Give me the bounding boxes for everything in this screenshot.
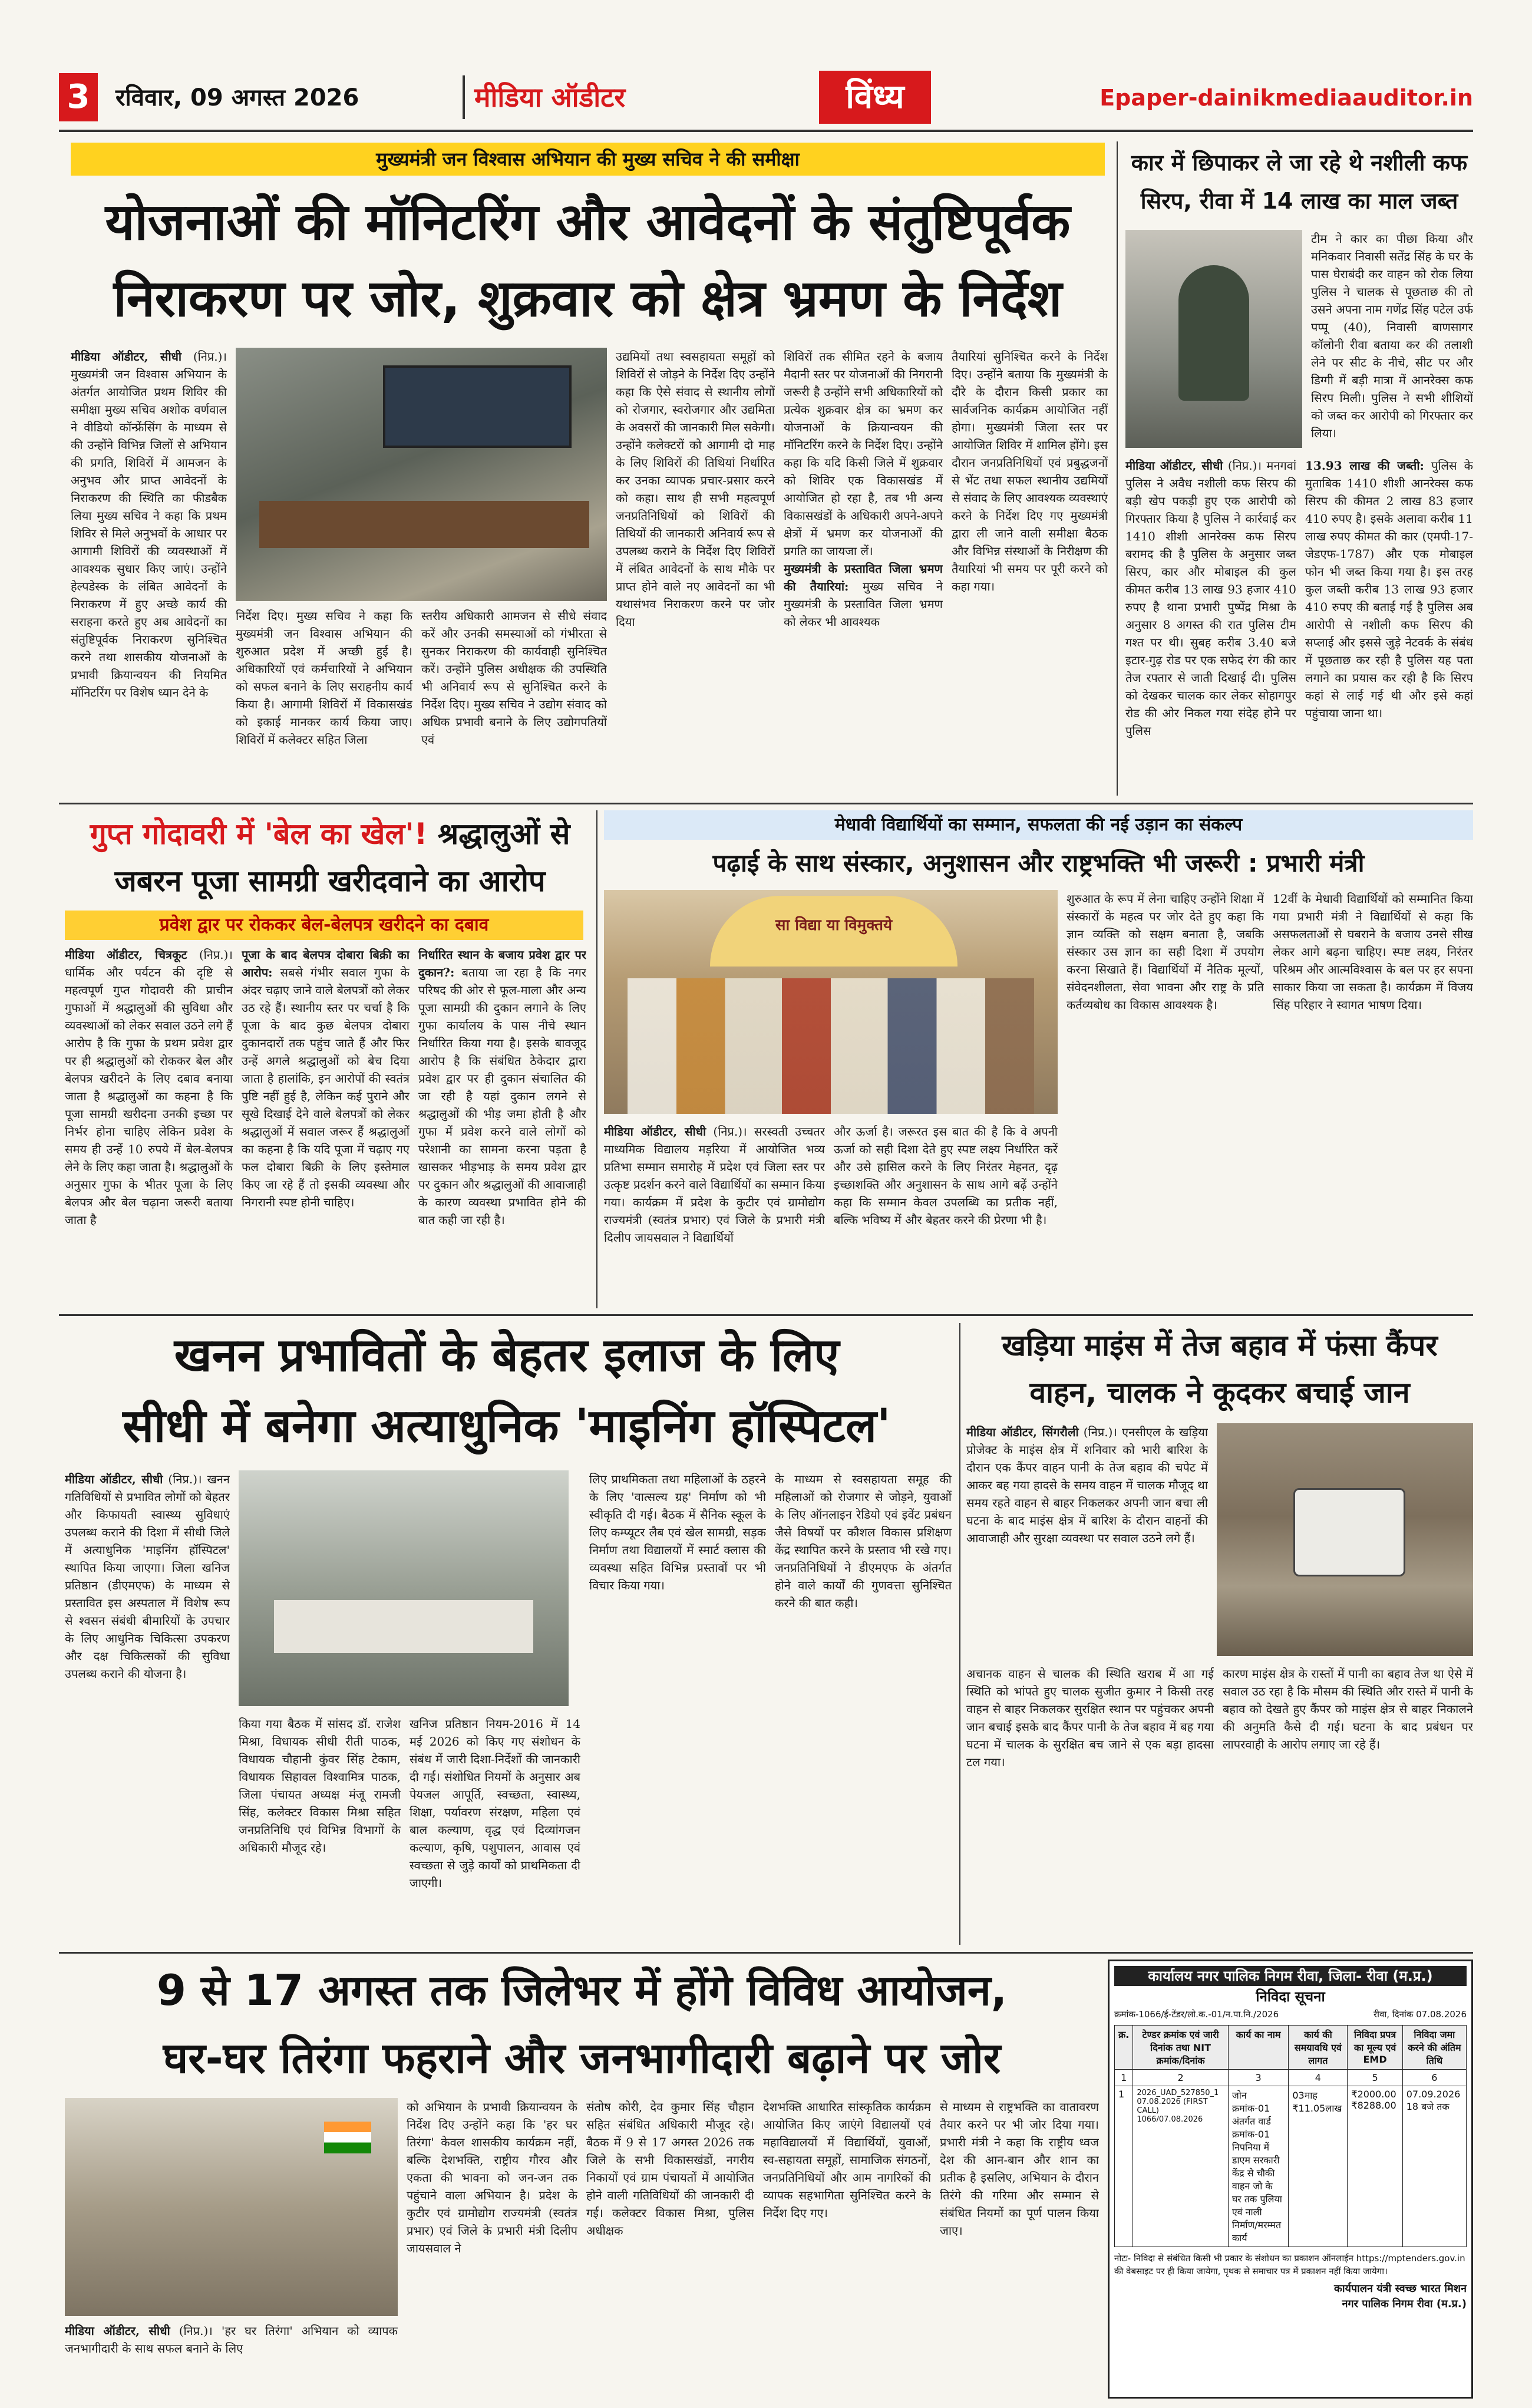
story2-intro: टीम ने कार का पीछा किया और मनिकवार निवासी सतेंद्र सिंह के घर के पास घेराबंदी कर वाहन को रोक लिया पुलिस ने चालक से पूछताछ की तो उसने अपना नाम गणेंद्र सिंह पटेल उर्फ पप्पू (40), निवासी बाणसागर कॉलोनी रीवा बताया कर की तलाशी लेने पर सीट के नीचे, सीट पर और डिग्गी में बड़ी मात्रा में आनरेक्स कफ सिरप मिली। पुलिस ने सभी शीशियों को जब्त कर आरोपी को गिरफ्तार कर लिया। [1311,232,1473,440]
story6-col1: अचानक वाहन से चालक की स्थिति खराब में आ गई स्थिति को भांपते हुए चालक सुजीत कुमार ने किसी तरह वाहन से बाहर निकलकर सुरक्षित स्थान पर पहुंचकर अपनी जान बचाई इसके बाद कैंपर पानी के तेज बहाव में बह गया घटना में चालक के सुरक्षित बच जाने से एक बड़ा हादसा टल गया। [966,1667,1214,1769]
masthead [59,71,1532,124]
story6-headline-line1: खड़िया माइंस में तेज बहाव में फंसा कैंपर [1002,1328,1438,1363]
meeting-table [274,1600,533,1653]
story4-col4: 12वीं के मेधावी विद्यार्थियों को सम्मानित किया गया प्रभारी मंत्री ने विद्यार्थियों से कहा कि असफलताओं से घबराने के बजाय उनसे सीख लेकर आगे बढ़ना चाहिए। स्पष्ट लक्ष्य, निरंतर परिश्रम और आत्मविश्वास के बल पर हर सपना साकार किया जा सकता है। कार्यक्रम में विजय सिंह परिहार ने स्वागत भाषण दिया। [1273,892,1473,1012]
story3-col2 [242,946,410,1308]
story3-col3 [418,946,586,1308]
story3-headline-line2: जबरन पूजा सामग्री खरीदवाने का आरोप [114,864,546,898]
story7-body-text: (निप्र.)। 'हर घर तिरंगा' अभियान को व्यापक जनभागीदारी के साथ सफल बनाने के लिए [65,2324,398,2356]
story1-headline-line1: योजनाओं की मॉनिटरिंग और आवेदनों के संतुष्टिपूर्वक [105,193,1071,252]
story5-photo-meeting [239,1470,569,1706]
masthead-divider [463,75,465,119]
story5-caption: किया गया बैठक में सांसद डॉ. राजेश मिश्रा, विधायक सीधी रीती पाठक, विधायक चौहानी कुंवर सिंह टेकाम, विधायक सिहावल विश्वामित्र पाठक, जिला पंचायत अध्यक्ष मंजू रामजी सिंह, कलेक्टर विकास मिश्रा सहित जनप्रतिनिधि एवं विभिन्न विभागों के अधिकारी मौजूद रहे। [239,1717,401,1855]
issue-date: रविवार, 09 अगस्त 2026 [115,84,359,111]
tender-header: कार्य की समयावधि एवं लागत [1289,2026,1348,2070]
story1-kicker: मुख्यमंत्री जन विश्वास अभियान की मुख्य सचिव ने की समीक्षा [71,143,1105,176]
notice-signature-2: नगर पालिक निगम रीवा (म.प्र.) [1342,2298,1467,2310]
tender-cell: 03माह ₹11.05लाख [1289,2086,1348,2247]
story6-divider [959,1323,960,1945]
story2-subhead-label: 13.93 लाख की जब्ती: [1305,458,1424,473]
story3-headline-suffix: श्रद्धालुओं से [437,817,570,851]
story1-photo-meeting [236,348,607,601]
story6-byline: मीडिया ऑडीटर, सिंगरौली [966,1425,1079,1439]
story5-byline: मीडिया ऑडीटर, सीधी [65,1472,163,1486]
tender-colnum: 4 [1289,2070,1348,2086]
story4-headline: पढ़ाई के साथ संस्कार, अनुशासन और राष्ट्रभक्ति भी जरूरी : प्रभारी मंत्री [712,849,1365,878]
story7-col2: को अभियान के प्रभावी क्रियान्वयन के निर्देश दिए उन्होंने कहा कि 'हर घर तिरंगा' केवल शासकीय कार्यक्रम नहीं, बल्कि देशभक्ति, राष्ट्रीय गौरव और एकता की भावना को जन-जन तक पहुंचाने वाला अभियान है। प्रदेश के कुटीर एवं ग्रामोद्योग राज्यमंत्री (स्वतंत्र प्रभार) एवं जिले के प्रभारी मंत्री दिलीप जायसवाल ने [407,2100,577,2255]
story7-photo-meeting [65,2098,398,2316]
story4-kicker: मेधावी विद्यार्थियों का सम्मान, सफलता की नई उड़ान का संकल्प [604,810,1473,840]
section-rule-1 [59,803,1473,804]
story4-divider [596,810,597,1308]
story2-photo-cough-syrup [1125,230,1302,448]
story1-col6: तैयारियां सुनिश्चित करने के निर्देश दिए। उन्होंने बताया कि मुख्यमंत्री के दौरे के दौरान किसी प्रकार का सार्वजनिक कार्यक्रम आयोजित नहीं होगा। मुख्यमंत्री जिला स्तर पर आयोजित शिविर में शामिल होंगे। इस दौरान जनप्रतिनिधियों एवं प्रबुद्धजनों से भेंट तथा सफल स्थानीय उद्यमियों से संवाद के लिए आवश्यक व्यवस्थाएं करने के निर्देश दिए गए मुख्यमंत्री द्वारा ली जाने वाली समीक्षा बैठक और विभिन्न संस्थाओं के निरीक्षण की तैयारियां भी समय पर पूरी करने को कहा गया। [952,349,1108,593]
story6-photo-flood [1217,1423,1473,1656]
story1-byline: मीडिया ऑडीटर, सीधी [71,349,182,364]
story4-col1 [604,1123,825,1308]
paper-name: मीडिया ऑडीटर [474,81,626,113]
right-column-divider [1117,141,1118,796]
story3-col3-lead: निर्धारित स्थान के बजाय प्रवेश द्वार पर दुकान?: [418,948,586,979]
story1-subhead-text: मुख्य सचिव ने मुख्यमंत्री के प्रस्तावित जिला भ्रमण को लेकर भी आवश्यक [784,579,943,629]
tender-cell: 2026_UAD_527850_1 07.08.2026 (FIRST CALL) 1066/07.08.2026 [1133,2086,1228,2247]
story7-col4: देशभक्ति आधारित सांस्कृतिक कार्यक्रम आयोजित किए जाएंगे विद्यालयों एवं महाविद्यालयों में विद्यार्थियों, युवाओं, स्व-सहायता समूहों, सामाजिक संगठनों, जनप्रतिनिधियों और आम नागरिकों की व्यापक सहभागिता सुनिश्चित करने के निर्देश दिए गए। [763,2100,931,2220]
tender-colnum: 5 [1348,2070,1402,2086]
video-conference-screen [383,365,572,448]
tender-cell: 07.09.2026 18 बजे तक [1402,2086,1466,2247]
tender-cell: जोन क्रमांक-01 अंतर्गत वार्ड क्रमांक-01 निपनिया में डाएम सरकारी केंद्र से चौकी वाहन जो के घर तक पुलिया एवं नाली निर्माण/मरम्मत कार्य [1228,2086,1289,2247]
story3-kicker: प्रवेश द्वार पर रोककर बेल-बेलपत्र खरीदने का दबाव [65,911,583,940]
story1-col3: स्तरीय अधिकारी आमजन से सीधे संवाद करें और उनकी समस्याओं को गंभीरता से सुनकर निराकरण की कार्यवाही सुनिश्चित करें। उन्होंने पुलिस अधीक्षक की उपस्थिति भी अनिवार्य रूप से सुनिश्चित करने के निर्देश दिए। मुख्य सचिव ने उद्योग संवाद को अधिक प्रभावी बनाने के लिए उद्योगपतियों एवं [421,609,607,747]
tender-cell: ₹2000.00 ₹8288.00 [1348,2086,1402,2247]
story5-col5: के माध्यम से स्वसहायता समूह की महिलाओं को रोजगार से जोड़ने, युवाओं के लिए ऑनलाइन रेडियो एवं इवेंट प्रबंधन जैसे विषयों पर कौशल विकास प्रशिक्षण केंद्र स्थापित करने के प्रस्ताव भी रखे गए। जनप्रतिनिधियों ने डीएमएफ के अंतर्गत होने वाले कार्यों की गुणवत्ता सुनिश्चित करने की बात कही। [775,1472,952,1610]
story1-col5-text: शिविरों तक सीमित रहने के बजाय मैदानी स्तर पर योजनाओं की निगरानी जरूरी है उन्होंने सभी अधिकारियों को प्रत्येक शुक्रवार क्षेत्र का भ्रमण कर योजनाओं के क्रियान्वयन की मॉनिटरिंग करने के निर्देश दिए। उन्होंने कहा कि यदि किसी जिले में शुक्रवार को शिविर एक विकासखंड में आयोजित हो रहा है, तब भी अन्य विकासखंडों के अधिकारी अपने-अपने क्षेत्रों में भ्रमण कर योजनाओं की प्रगति का जायजा लें। [784,349,943,558]
guests-group [628,978,1034,1114]
tender-header-row [1115,2026,1467,2070]
section-rule-2 [59,1314,1473,1316]
tender-header: निविदा जमा करने की अंतिम तिथि [1402,2026,1466,2070]
story7-headline-line2: घर-घर तिरंगा फहराने और जनभागीदारी बढ़ाने पर जोर [163,2033,1001,2083]
flag-tricolor [324,2122,371,2153]
story3-byline: मीडिया ऑडीटर, चित्रकूट [65,948,187,962]
story1-headline-line2: निराकरण पर जोर, शुक्रवार को क्षेत्र भ्रमण के निर्देश [113,269,1062,328]
story6-headline-line2: वाहन, चालक ने कूदकर बचाई जान [1029,1375,1410,1410]
tender-colnum: 2 [1133,2070,1228,2086]
tender-header: क्र. [1115,2026,1133,2070]
story7-col5: से माध्यम से राष्ट्रभक्ति का वातावरण तैयार करने पर भी जोर दिया गया। प्रभारी मंत्री ने कहा कि राष्ट्रीय ध्वज देश की आन-बान और शान का प्रतीक है इसलिए, अभियान के दौरान तिरंगे की गरिमा और सम्मान से संबंधित नियमों का पूर्ण पालन किया जाए। [940,2100,1099,2238]
notice-signature-1: कार्यपालन यंत्री स्वच्छ भारत मिशन [1334,2282,1467,2295]
notice-date: रीवा, दिनांक 07.08.2026 [1373,2009,1467,2020]
story5-col1-text: (निप्र.)। खनन गतिविधियों से प्रभावित लोगों को बेहतर और किफायती स्वास्थ्य सुविधाएं उपलब्ध कराने की दिशा में सीधी जिले में अत्याधुनिक 'माइनिंग हॉस्पिटल' स्थापित किया जाएगा। जिला खनिज प्रतिष्ठान (डीएमएफ) के माध्यम से प्रस्तावित इस अस्पताल में विशेष रूप से श्वसन संबंधी बीमारियों के उपचार के लिए आधुनिक चिकित्सा उपकरण और दक्ष चिकित्सकों की सुविधा उपलब्ध कराने की योजना है। [65,1472,230,1681]
story1-col4: उद्यमियों तथा स्वसहायता समूहों को शिविरों से जोड़ने के निर्देश दिए उन्होंने कहा कि ऐसे संवाद से स्थानीय लोगों को रोजगार, स्वरोजगार और उद्यमिता के अवसरों की जानकारी मिल सकेगी। उन्होंने कलेक्टरों को आगामी दो माह के लिए शिविरों की तिथियां निर्धारित कर उनका व्यापक प्रचार-प्रसार करने को कहा। साथ ही सभी महत्वपूर्ण जनप्रतिनिधियों को शिविरों की तिथियों की जानकारी अनिवार्य रूप से उपलब्ध कराने के निर्देश दिए शिविरों में लंबित आवेदनों के साथ मौके पर प्राप्त होने वाले नए आवेदनों का भी यथासंभव निराकरण करने पर जोर दिया [616,349,775,629]
tender-header: टेण्डर क्रमांक एवं जारी दिनांक तथा NIT क्रमांक/दिनांक [1133,2026,1228,2070]
banner-text: सा विद्या या विमुक्तये [775,916,893,934]
tender-header: निविदा प्रपत्र का मूल्य एवं EMD [1348,2026,1402,2070]
masthead-rule [59,130,1473,132]
tender-notice [1108,1960,1473,2399]
story5-col1 [65,1470,230,1945]
story3-headline-prefix: गुप्त गोदावरी में [90,817,255,851]
story7-headline-line1: 9 से 17 अगस्त तक जिलेभर में होंगे विविध आयोजन, [156,1965,1008,2015]
story3-col3-text: बताया जा रहा है कि नगर परिषद की ओर से फूल-माला और अन्य पूजा सामग्री की दुकान लगाने के लिए गुफा कार्यालय के पास नीचे स्थान निर्धारित किया गया है। इसके बावजूद आरोप है कि संबंधित ठेकेदार द्वारा प्रवेश द्वार पर ही दुकान संचालित की जा रही है यहां दुकान लगने से श्रद्धालुओं की भीड़ जमा होती है और गुफा में प्रवेश करने वाले लोगों को परेशानी का सामना करना पड़ता है खासकर भीड़भाड़ के समय प्रवेश द्वार पर दुकान और श्रद्धालुओं की आवाजाही के कारण व्यवस्था प्रभावित होने की बात कही जा रही है। [418,965,586,1227]
story3-col2-lead: पूजा के बाद बेलपत्र दोबारा बिक्री का आरोप: [242,948,410,979]
notice-title: कार्यालय नगर पालिक निगम रीवा, जिला- रीवा (म.प्र.) [1114,1966,1467,1986]
story3-col2-text: सबसे गंभीर सवाल गुफा के अंदर चढ़ाए जाने वाले बेलपत्रों को लेकर उठ रहे हैं। स्थानीय स्तर पर चर्चा है कि पूजा के बाद कुछ बेलपत्र दोबारा दुकानदारों तक पहुंच जाते हैं और फिर उन्हें अगले श्रद्धालुओं को बेच दिया जाता है हालांकि, इन आरोपों की स्वतंत्र पुष्टि नहीं हुई है, लेकिन कई पुराने और सूखे दिखाई देने वाले बेलपत्रों को लेकर श्रद्धालुओं में सवाल जरूर हैं श्रद्धालुओं का कहना है कि यदि पूजा में चढ़ाए गए फल दोबारा बिक्री के लिए इस्तेमाल किए जा रहे हैं तो इसकी व्यवस्था और निगरानी स्पष्ट होनी चाहिए। [242,965,410,1209]
story3-headline-highlight: 'बेल का खेल'! [264,817,428,851]
tender-colnum-row [1115,2070,1467,2086]
tender-colnum: 3 [1228,2070,1289,2086]
story1-col1 [71,348,227,796]
notice-refline [1114,2007,1467,2021]
tender-colnum: 6 [1402,2070,1466,2086]
story2-headline-line1: कार में छिपाकर ले जा रहे थे नशीली कफ [1131,150,1468,176]
story4-byline: मीडिया ऑडीटर, सीधी [604,1124,706,1139]
notice-ref: क्रमांक-1066/ई-टेंडर/लो.क.-01/न.पा.नि./2026 [1114,2009,1279,2020]
story1-col2: निर्देश दिए। मुख्य सचिव ने कहा कि मुख्यमंत्री जन विश्वास अभियान की शुरुआत प्रदेश में अच्छी हुई है। अधिकारियों एवं कर्मचारियों ने अभियान को सफल बनाने के लिए सराहनीय कार्य किया है। आगामी शिविरों में विकासखंड को इकाई मानकर कार्य किया जाए। शिविरों में कलेक्टर सहित जिला [236,609,412,747]
story2-byline: मीडिया ऑडीटर, सीधी [1125,458,1223,473]
story2-body [1125,457,1296,796]
tender-colnum: 1 [1115,2070,1133,2086]
story5-col4: लिए प्राथमिकता तथा महिलाओं के ठहरने के लिए 'वात्सल्य ग्रह' निर्माण को भी स्वीकृति दी गई। बैठक में सैनिक स्कूल के लिए कम्प्यूटर लैब एवं खेल सामग्री, सड़क निर्माण तथा विद्यालयों में स्मार्ट क्लास की व्यवस्था सहित विभिन्न प्रस्तावों पर भी विचार किया गया। [589,1472,766,1592]
story7-byline: मीडिया ऑडीटर, सीधी [65,2324,170,2338]
camper-vehicle [1293,1488,1405,1576]
tender-table [1114,2025,1467,2247]
notice-subtitle: निविदा सूचना [1256,1988,1325,2005]
stage-banner [710,896,958,967]
story5-headline-line1: खनन प्रभावितों के बेहतर इलाज के लिए [174,1329,840,1382]
story4-photo-ceremony [604,890,1058,1114]
story5-col3: खनिज प्रतिष्ठान नियम-2016 में 14 मई 2026 को किए गए संशोधन के संबंध में जारी दिशा-निर्देशों की जानकारी दी गई। संशोधित नियमों के अनुसार अब पेयजल आपूर्ति, स्वच्छता, स्वास्थ्य, शिक्षा, पर्यावरण संरक्षण, महिला एवं बाल कल्याण, वृद्ध एवं दिव्यांगजन कल्याण, कृषि, पशुपालन, आवास एवं स्वच्छता से जुड़े कार्यों को प्राथमिकता दी जाएगी। [410,1717,580,1890]
epaper-url[interactable]: Epaper-dainikmediaauditor.in [1100,85,1473,111]
page-number: 3 [59,73,98,121]
story7-col3: संतोष कोरी, देव कुमार सिंह चौहान सहित संबंधित अधिकारी मौजूद रहे। बैठक में 9 से 17 अगस्त 2026 तक जिले के सभी विकासखंडों, नगरीय निकायों एवं ग्राम पंचायतों में आयोजित होने वाली गतिविधियों की जानकारी दी गई। कलेक्टर विकास मिश्रा, पुलिस अधीक्षक [586,2100,754,2238]
story4-col3: शुरुआत के रूप में लेना चाहिए उन्होंने शिक्षा में संस्कारों के महत्व पर जोर देते हुए कहा कि ज्ञान व्यक्ति को सक्षम बनाता है, जबकि संस्कार उस ज्ञान का सही दिशा में उपयोग करना सिखाते हैं। विद्यार्थियों में नैतिक मूल्यों, संवेदनशीलता, सेवा भावना और राष्ट्र के प्रति कर्तव्यबोध का विकास आवश्यक है। [1067,892,1264,1012]
story2-headline-line2: सिरप, रीवा में 14 लाख का माल जब्त [1140,188,1458,214]
story6-intro [966,1423,1208,1656]
story3-col1 [65,946,233,1308]
story2-body-text: (निप्र.)। मनगवां पुलिस ने अवैध नशीली कफ सिरप की बड़ी खेप पकड़ी हुए एक आरोपी को गिरफ्तार किया है पुलिस ने कार्रवाई कर 1410 शीशी आनरेक्स कफ सिरप बरामद की है पुलिस के अनुसार जब्त सिरप, कार और मोबाइल की कुल कीमत करीब 13 लाख 93 हजार 410 रुपए है थाना प्रभारी पुष्पेंद्र मिश्रा के अनुसार 8 अगस्त की रात पुलिस टीम गश्त पर थी। सुबह करीब 3.40 बजे इटार-गुढ़ रोड पर एक सफेद रंग की कार तेज रफ्तार से जाती दिखाई दी। पुलिस को देखकर चालक कार लेकर सोहागपुर रोड की ओर निकल गया संदेह होने पर पुलिस [1125,458,1296,738]
story5-headline-line2: सीधी में बनेगा अत्याधुनिक 'माइनिंग हॉस्पिटल' [123,1400,891,1453]
meeting-table [259,501,589,548]
tender-cell: 1 [1115,2086,1133,2247]
story7-body [65,2322,398,2399]
story1-col5 [784,348,943,796]
story6-col2: कारण माइंस क्षेत्र के रास्तों में पानी का बहाव तेज था ऐसे में सवाल उठ रहा है कि मौसम की स्थिति और रास्ते में पानी के बहाव को देखते हुए कैंपर को माइंस क्षेत्र से बाहर निकालने की अनुमति कैसे दी गई। घटना के बाद प्रबंधन पर लापरवाही के आरोप लगाए जा रहे हैं। [1223,1667,1473,1751]
story3-col1-text: (निप्र.)। धार्मिक और पर्यटन की दृष्टि से महत्वपूर्ण गुप्त गोदावरी की प्राचीन गुफाओं में श्रद्धालुओं की सुविधा और व्यवस्थाओं को लेकर सवाल उठने लगे हैं आरोप है कि गुफा के प्रथम प्रवेश द्वार पर ही श्रद्धालुओं को रोककर बेल और बेलपत्र खरीदने के लिए दबाव बनाया जाता है श्रद्धालुओं का कहना है कि पूजा सामग्री खरीदना उनकी इच्छा पर निर्भर होना चाहिए लेकिन प्रवेश के समय ही उन्हें 10 रुपये में बेल-बेलपत्र लेने के लिए कहा जाता है। श्रद्धालुओं के अनुसार गुफा के भीतर पूजा के लिए बेलपत्र और बेल चढ़ाना जरूरी बताया जाता है [65,948,233,1227]
notice-note: नोटः- निविदा से संबंधित किसी भी प्रकार के संशोधन का प्रकाशन ऑनलाईन https://mptenders.gov.in की वेबसाइट पर ही किया जायेगा, पृथक से समाचार पत्र में प्रकाशन नहीं किया जायेगा। [1114,2253,1465,2277]
edition-badge: विंध्य [819,71,931,124]
story1-subhead-label: मुख्यमंत्री के प्रस्तावित जिला भ्रमण की तैयारियां: [784,562,943,593]
story4-col1-text: (निप्र.)। सरस्वती उच्चतर माध्यमिक विद्यालय मड़रिया में आयोजित भव्य प्रतिभा सम्मान समारोह में प्रदेश एवं जिला स्तर पर उत्कृष्ट प्रदर्शन करने वाले विद्यार्थियों का सम्मान किया गया। कार्यक्रम में प्रदेश के कुटीर एवं ग्रामोद्योग राज्यमंत्री (स्वतंत्र प्रभार) एवं जिले के प्रभारी मंत्री दिलीप जायसवाल ने विद्यार्थियों [604,1124,825,1245]
story2-subhead-text: पुलिस के मुताबिक 1410 शीशी आनरेक्स कफ सिरप की कीमत 2 लाख 83 हजार 410 रुपए है। इसके अलावा करीब 11 लाख रुपए कीमत की कार (एमपी-17-जेडएफ-1787) और एक मोबाइल फोन भी जब्त किया गया है। इस तरह कुल जब्ती करीब 13 लाख 93 हजार 410 रुपए की बताई गई है पुलिस अब आरोपी से नशीली कफ सिरप की सप्लाई और इससे जुड़े नेटवर्क के संबंध में पूछताछ कर रही है पुलिस यह पता लगाने का प्रयास कर रही है कि सिरप कहां से लाई गई थी और इसे कहां पहुंचाया जाना था। [1305,458,1473,720]
story2-col2 [1305,457,1473,796]
tender-header: कार्य का नाम [1228,2026,1289,2070]
section-rule-3 [59,1952,1473,1954]
table-row [1115,2086,1467,2247]
story4-col2: और ऊर्जा है। जरूरत इस बात की है कि वे अपनी ऊर्जा को सही दिशा देते हुए स्पष्ट लक्ष्य निर्धारित करें और उसे हासिल करने के लिए निरंतर मेहनत, दृढ़ इच्छाशक्ति और अनुशासन के साथ आगे बढ़ें उन्होंने कहा कि सम्मान केवल उपलब्धि का प्रतीक नहीं, बल्कि भविष्य में और बेहतर करने की प्रेरणा भी है। [834,1124,1058,1227]
accused-figure [1178,265,1249,401]
story3-headline-line1 [65,810,595,857]
story1-col1-text: (निप्र.)। मुख्यमंत्री जन विश्वास अभियान के अंतर्गत आयोजित प्रथम शिविर की समीक्षा मुख्य सचिव अशोक वर्णवाल ने वीडियो कॉन्फ्रेंसिंग के माध्यम से की उन्होंने विभिन्न जिलों से अभियान की प्रगति, शिविरों में आमजन के अनुभव और प्राप्त आवेदनों के निराकरण की स्थिति का फीडबैक लिया मुख्य सचिव ने कहा कि प्रथम शिविर से मिले अनुभवों के आधार पर आगामी शिविरों की व्यवस्थाओं में आवश्यक सुधार किए जाएं। उन्होंने हेल्पडेस्क के लंबित आवेदनों के निराकरण में हुए अच्छे कार्य की सराहना करते हुए अब आवेदनों का संतुष्टिपूर्वक निराकरण सुनिश्चित करने तथा शासकीय योजनाओं के प्रभावी क्रियान्वयन की नियमित मॉनिटरिंग पर विशेष ध्यान देने के [71,349,227,700]
story6-intro-text: (निप्र.)। एनसीएल के खड़िया प्रोजेक्ट के माइंस क्षेत्र में शनिवार को भारी बारिश के दौरान एक कैंपर वाहन पानी के तेज बहाव की चपेट में आकर बह गया हादसे के समय वाहन में चालक मौजूद था समय रहते वाहन से बाहर निकलकर अपनी जान बचा ली घटना के बाद माइंस क्षेत्र में बारिश के दौरान वाहनों की आवाजाही और सुरक्षा व्यवस्था पर सवाल उठने लगे हैं। [966,1425,1208,1545]
